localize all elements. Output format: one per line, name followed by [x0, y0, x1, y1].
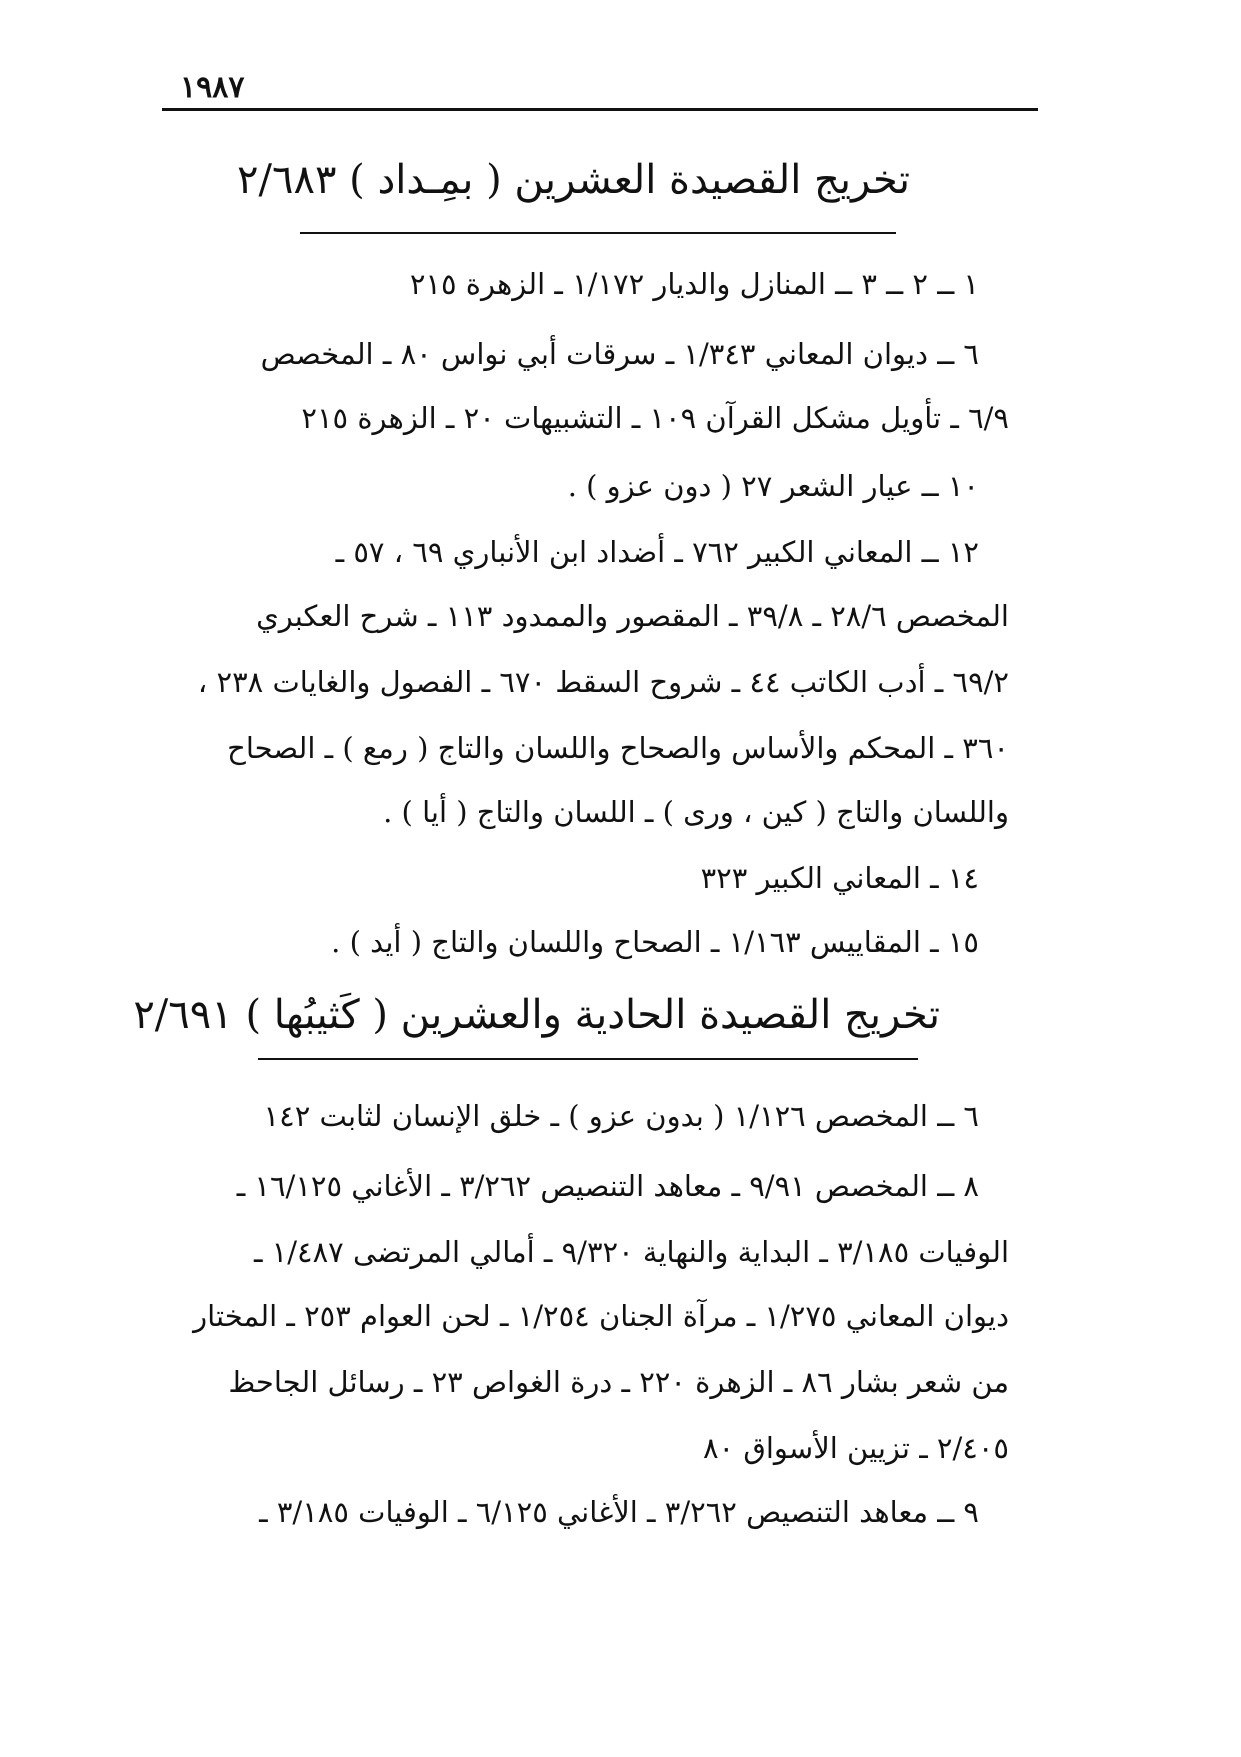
text-line: ٦/٩ ـ تأويل مشكل القرآن ١٠٩ ـ التشبيهات ٢٠ ـ الزهرة ٢١٥	[301, 401, 1009, 435]
text-line: ١٠ ــ عيار الشعر ٢٧ ( دون عزو ) .	[567, 469, 979, 503]
header-rule	[162, 108, 1038, 111]
section-title-rule-21	[258, 1058, 918, 1060]
text-line: ٩ ــ معاهد التنصيص ٣/٢٦٢ ـ الأغاني ٦/١٢٥ ـ الوفيات ٣/١٨٥ ـ	[259, 1495, 979, 1529]
text-line: ١ ــ ٢ ــ ٣ ــ المنازل والديار ١/١٧٢ ـ الزهرة ٢١٥	[409, 267, 979, 301]
text-line: واللسان والتاج ( كين ، ورى ) ـ اللسان والتاج ( أيا ) .	[383, 795, 1009, 829]
section-title-rule-20	[300, 232, 896, 234]
text-line: ٦ ــ ديوان المعاني ١/٣٤٣ ـ سرقات أبي نواس ٨٠ ـ المخصص	[260, 337, 979, 371]
text-line: ١٤ ـ المعاني الكبير ٣٢٣	[700, 861, 979, 895]
text-line: ٦ ــ المخصص ١/١٢٦ ( بدون عزو ) ـ خلق الإنسان لثابت ١٤٢	[263, 1099, 979, 1133]
text-line: ٣٦٠ ـ المحكم والأساس والصحاح واللسان والتاج ( رمع ) ـ الصحاح	[227, 731, 1009, 765]
text-line: ديوان المعاني ١/٢٧٥ ـ مرآة الجنان ١/٢٥٤ ـ لحن العوام ٢٥٣ ـ المختار	[193, 1299, 1009, 1333]
page-number: ١٩٨٧	[180, 70, 245, 105]
text-line: الوفيات ٣/١٨٥ ـ البداية والنهاية ٩/٣٢٠ ـ أمالي المرتضى ١/٤٨٧ ـ	[253, 1235, 1009, 1269]
text-line: ١٢ ــ المعاني الكبير ٧٦٢ ـ أضداد ابن الأنباري ٦٩ ، ٥٧ ـ	[335, 535, 979, 569]
text-line: ١٥ ـ المقاييس ١/١٦٣ ـ الصحاح واللسان والتاج ( أيد ) .	[331, 925, 979, 959]
text-line: من شعر بشار ٨٦ ـ الزهرة ٢٢٠ ـ درة الغواص ٢٣ ـ رسائل الجاحظ	[228, 1365, 1009, 1399]
section-title-21: تخريج القصيدة الحادية والعشرين ( كَثيبُها ) ٢/٦٩١	[133, 992, 940, 1038]
text-line: ٨ ــ المخصص ٩/٩١ ـ معاهد التنصيص ٣/٢٦٢ ـ الأغاني ١٦/١٢٥ ـ	[236, 1169, 979, 1203]
text-line: ٢/٤٠٥ ـ تزيين الأسواق ٨٠	[702, 1431, 1009, 1465]
text-line: ٦٩/٢ ـ أدب الكاتب ٤٤ ـ شروح السقط ٦٧٠ ـ الفصول والغايات ٢٣٨ ،	[197, 665, 1009, 699]
section-title-20: تخريج القصيدة العشرين ( بمِـداد ) ٢/٦٨٣	[237, 157, 910, 203]
text-line: المخصص ٢٨/٦ ـ ٣٩/٨ ـ المقصور والممدود ١١٣ ـ شرح العكبري	[256, 599, 1009, 633]
